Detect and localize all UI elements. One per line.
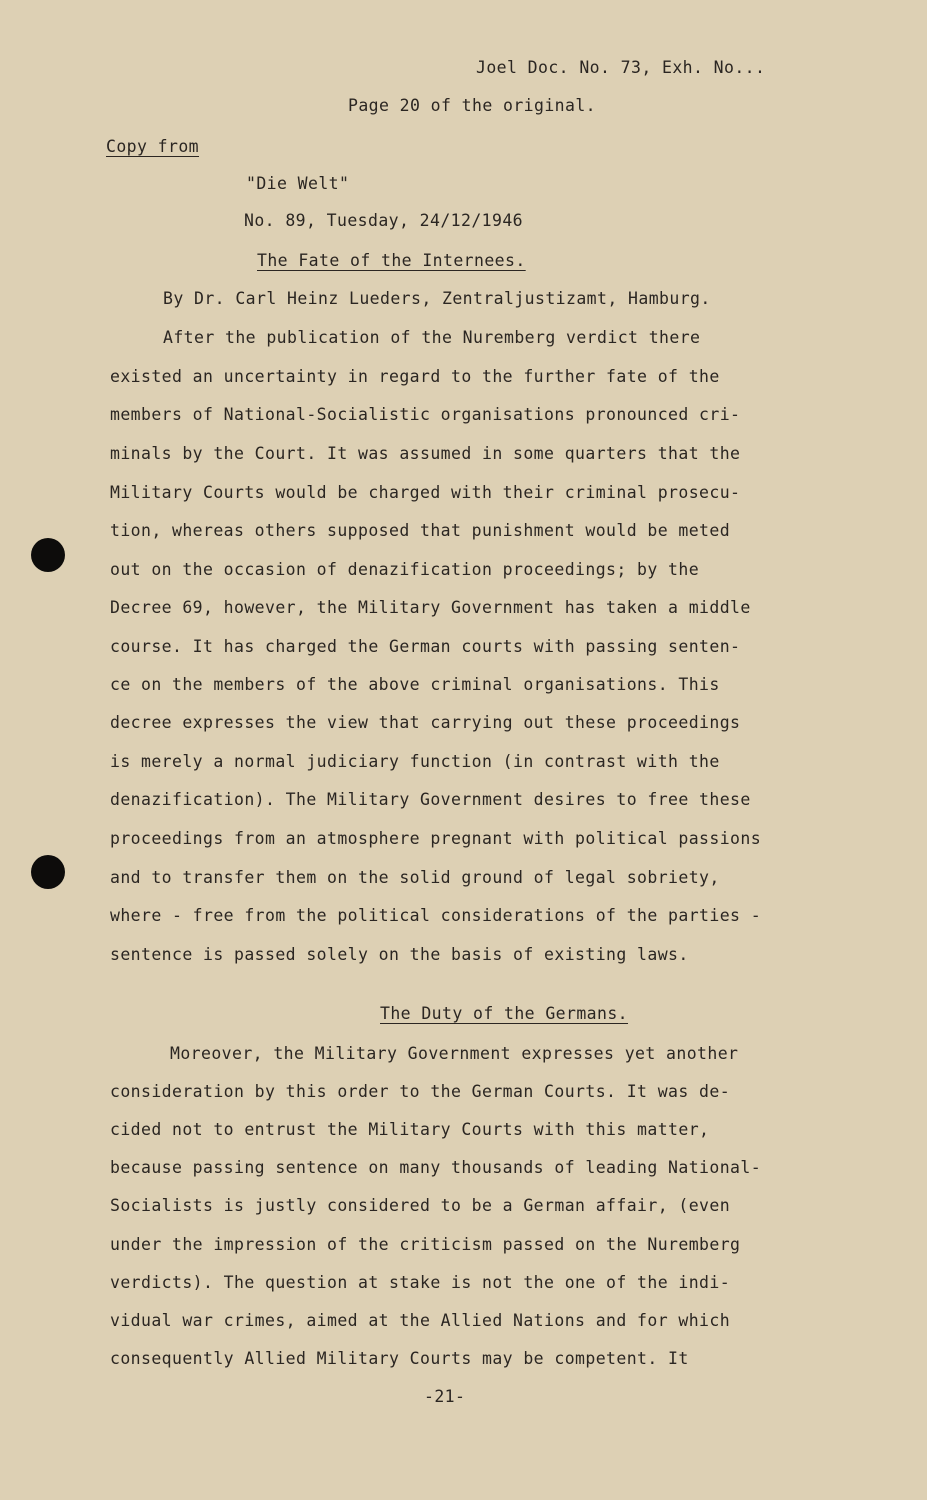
paragraph-line: denazification). The Military Government desires to free these [110, 790, 751, 809]
paragraph-line: members of National-Socialistic organisations pronounced cri- [110, 405, 741, 424]
paragraph-line: under the impression of the criticism passed on the Nuremberg [110, 1235, 741, 1254]
paragraph-line: existed an uncertainty in regard to the further fate of the [110, 367, 720, 386]
paragraph-line: After the publication of the Nuremberg verdict there [163, 328, 701, 347]
paragraph-line: course. It has charged the German courts with passing senten- [110, 637, 741, 656]
punch-hole-icon [31, 538, 65, 572]
paragraph-line: verdicts). The question at stake is not the one of the indi- [110, 1273, 731, 1292]
original-page-reference: Page 20 of the original. [348, 96, 597, 115]
paragraph-line: where - free from the political considerations of the parties - [110, 906, 762, 925]
section-heading-duty-of-germans: The Duty of the Germans. [380, 1004, 629, 1023]
paragraph-line: ce on the members of the above criminal organisations. This [110, 675, 720, 694]
paragraph-line: and to transfer them on the solid ground of legal sobriety, [110, 868, 720, 887]
paragraph-line: sentence is passed solely on the basis of existing laws. [110, 945, 689, 964]
byline: By Dr. Carl Heinz Lueders, Zentraljustizamt, Hamburg. [163, 289, 711, 308]
section-heading-fate-of-internees: The Fate of the Internees. [257, 251, 526, 270]
paragraph-line: Moreover, the Military Government expresses yet another [170, 1044, 739, 1063]
paragraph-line: out on the occasion of denazification proceedings; by the [110, 560, 700, 579]
paragraph-line: Decree 69, however, the Military Government has taken a middle [110, 598, 751, 617]
paragraph-line: because passing sentence on many thousands of leading National- [110, 1158, 762, 1177]
paragraph-line: is merely a normal judiciary function (in contrast with the [110, 752, 720, 771]
page-number: -21- [424, 1387, 466, 1406]
paragraph-line: consequently Allied Military Courts may be competent. It [110, 1349, 689, 1368]
paragraph-line: vidual war crimes, aimed at the Allied Nations and for which [110, 1311, 731, 1330]
document-reference: Joel Doc. No. 73, Exh. No... [476, 58, 766, 77]
paragraph-line: Military Courts would be charged with their criminal prosecu- [110, 483, 741, 502]
paragraph-line: decree expresses the view that carrying out these proceedings [110, 713, 741, 732]
copy-from-label: Copy from [106, 137, 200, 156]
newspaper-name: "Die Welt" [246, 174, 350, 193]
paragraph-line: minals by the Court. It was assumed in some quarters that the [110, 444, 741, 463]
paragraph-line: tion, whereas others supposed that punishment would be meted [110, 521, 731, 540]
punch-hole-icon [31, 855, 65, 889]
paragraph-line: proceedings from an atmosphere pregnant with political passions [110, 829, 762, 848]
paragraph-line: consideration by this order to the German Courts. It was de- [110, 1082, 731, 1101]
issue-line: No. 89, Tuesday, 24/12/1946 [244, 211, 524, 230]
paragraph-line: Socialists is justly considered to be a German affair, (even [110, 1196, 731, 1215]
paragraph-line: cided not to entrust the Military Courts with this matter, [110, 1120, 710, 1139]
